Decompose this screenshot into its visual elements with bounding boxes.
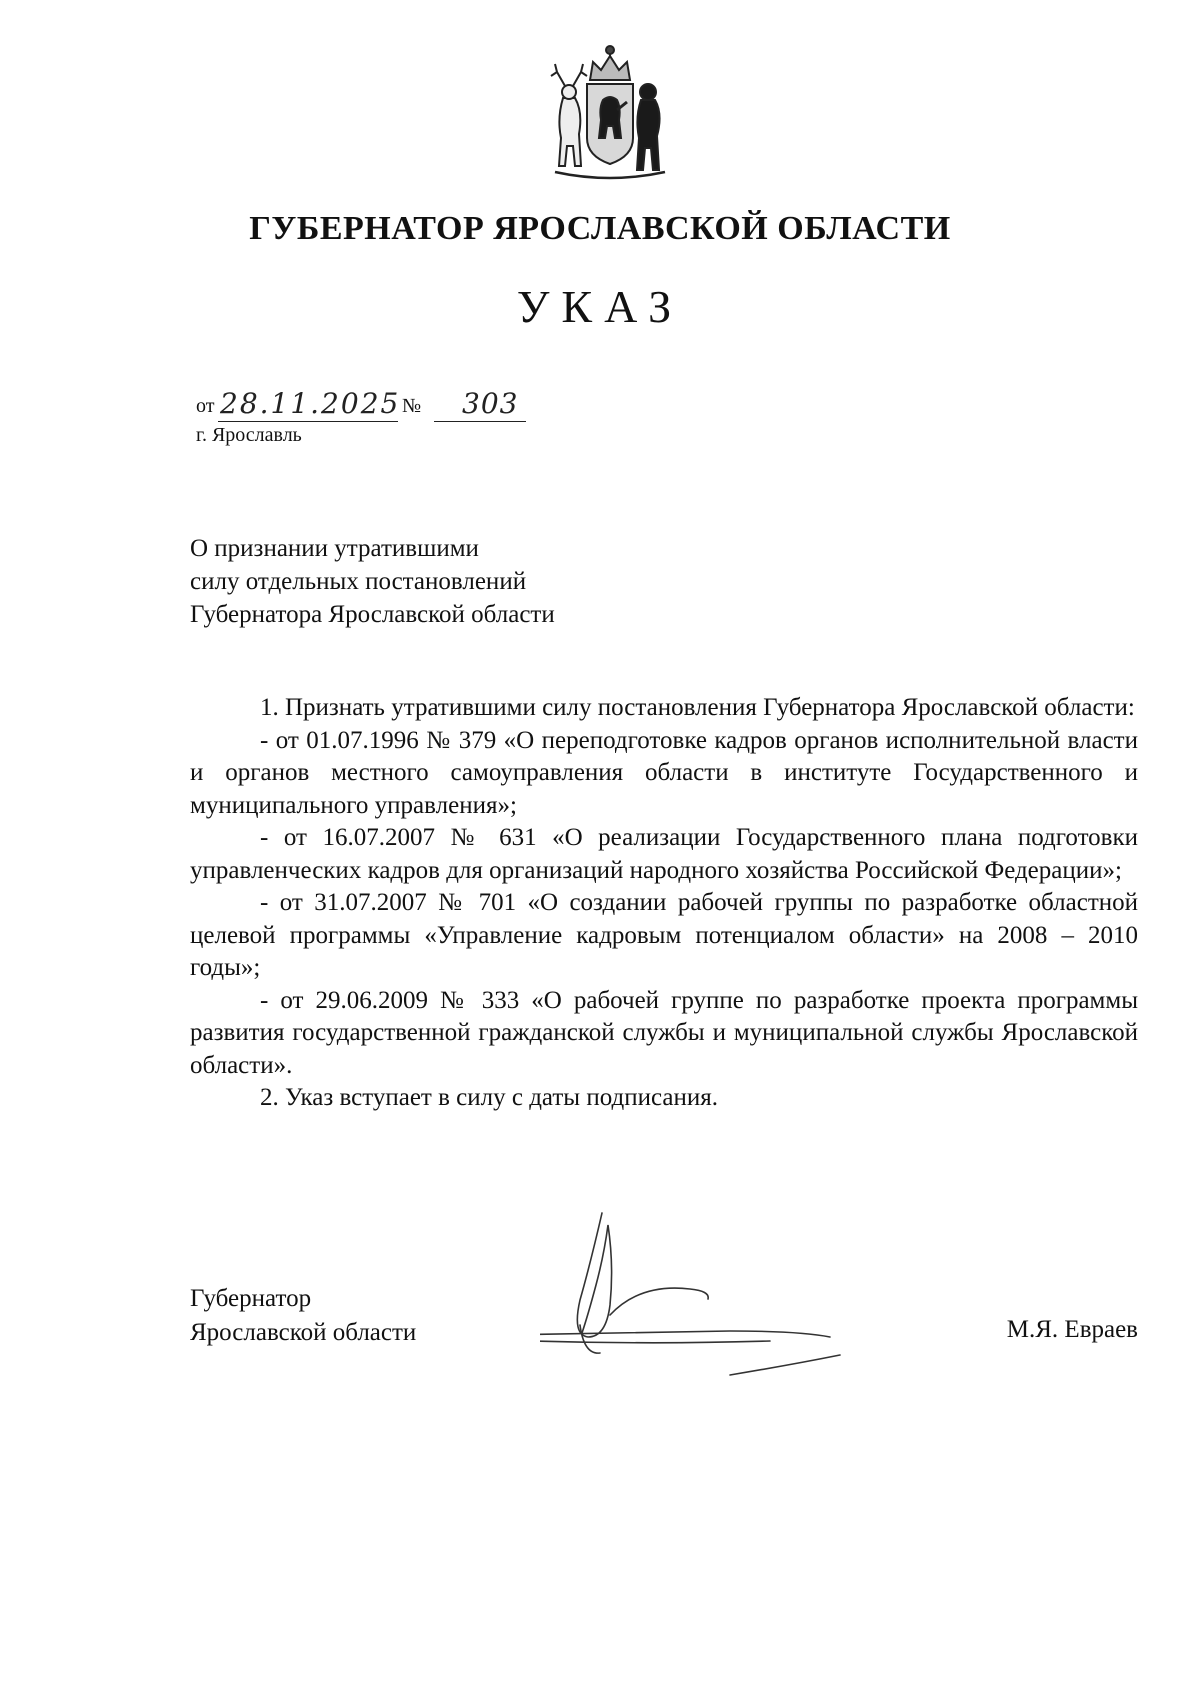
coat-of-arms-icon	[535, 38, 685, 188]
position-line: Губернатор	[190, 1285, 312, 1312]
list-item: - от 16.07.2007 № 631 «О реализации Государственного плана подготовки управленческих кадров для организаций народного хозяйства Российской Федерации»;	[190, 824, 1138, 884]
authority-title: ГУБЕРНАТОР ЯРОСЛАВСКОЙ ОБЛАСТИ	[249, 210, 951, 247]
list-item: - от 01.07.1996 № 379 «О переподготовке кадров органов исполнительной власти и органов местного самоуправления области в институте Государственного и муниципального управления»;	[190, 726, 1138, 819]
subject-line: Губернатора Ярославской области	[190, 601, 555, 628]
number-prefix: №	[402, 395, 422, 417]
decree-body	[190, 692, 1138, 1115]
position-line: Ярославской области	[190, 1319, 417, 1346]
list-item: - от 31.07.2007 № 701 «О создании рабочей группы по разработке областной целевой программы «Управление кадровым потенциалом области» на 2008 – 2010 годы»;	[190, 889, 1138, 981]
date-number-line	[196, 388, 556, 422]
signature-icon	[540, 1205, 910, 1385]
city: г. Ярославль	[196, 424, 302, 446]
signatory-name: М.Я. Евраев	[1006, 1316, 1138, 1343]
subject-line: силу отдельных постановлений	[190, 568, 527, 595]
date-underline	[218, 421, 398, 422]
subject-line: О признании утратившими	[190, 535, 479, 562]
document-type: УКАЗ	[516, 281, 684, 332]
decree-date: 28.11.2025	[220, 387, 401, 420]
date-prefix: от	[196, 395, 215, 417]
number-underline	[434, 421, 526, 422]
body-paragraph: 2. Указ вступает в силу с даты подписания.	[260, 1084, 718, 1111]
list-item: - от 29.06.2009 № 333 «О рабочей группе по разработке проекта программы развития государственной гражданской службы и муниципальной службы Ярославской области».	[190, 986, 1138, 1079]
decree-number: 303	[462, 387, 519, 420]
decree-subject	[190, 532, 555, 631]
signatory-position	[190, 1282, 416, 1350]
body-paragraph: 1. Признать утратившими силу постановления Губернатора Ярославской области:	[260, 694, 1135, 721]
